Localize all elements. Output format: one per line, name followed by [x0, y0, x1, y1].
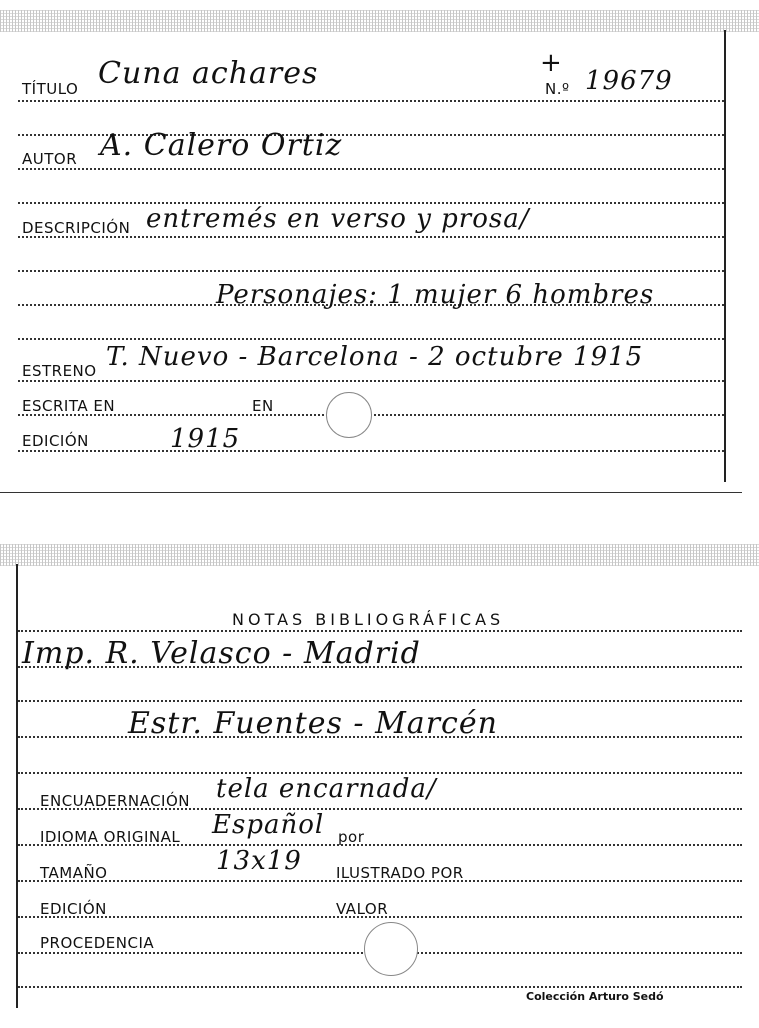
cross-mark: + [540, 48, 562, 78]
rule-line [18, 700, 742, 702]
edicion-label: EDICIÓN [40, 900, 107, 918]
rule-line [18, 338, 724, 340]
punch-hole [364, 922, 418, 976]
catalog-card-main [0, 0, 759, 492]
por-label: por [338, 828, 365, 846]
tamano-label: TAMAÑO [40, 864, 108, 882]
en-label: EN [252, 397, 274, 415]
card-top-edge [0, 544, 759, 566]
edicion-label: EDICIÓN [22, 432, 89, 450]
punch-hole [326, 392, 372, 438]
descripcion-value-2: Personajes: 1 mujer 6 hombres [216, 280, 655, 310]
rule-line [18, 450, 724, 452]
estreno-value: T. Nuevo - Barcelona - 2 octubre 1915 [106, 342, 644, 372]
rule-line [18, 380, 724, 382]
ilustrado-label: ILUSTRADO POR [336, 864, 464, 882]
procedencia-label: PROCEDENCIA [40, 934, 155, 952]
numero-value: 19679 [585, 66, 673, 96]
rule-line [18, 270, 724, 272]
encuadernacion-label: ENCUADERNACIÓN [40, 792, 191, 810]
edicion-value: 1915 [170, 424, 241, 454]
card-right-border [724, 30, 726, 482]
estreno-label: ESTRENO [22, 362, 97, 380]
tamano-value: 13x19 [216, 846, 302, 876]
descripcion-label: DESCRIPCIÓN [22, 219, 131, 237]
idioma-label: IDIOMA ORIGINAL [40, 828, 181, 846]
escrita-en-label: ESCRITA EN [22, 397, 116, 415]
idioma-value: Español [212, 810, 325, 840]
catalog-card-notes [0, 540, 759, 1028]
autor-label: AUTOR [22, 150, 78, 168]
rule-line [18, 630, 742, 632]
numero-label: N.º [545, 80, 570, 98]
titulo-label: TÍTULO [22, 80, 79, 98]
rule-line [18, 100, 724, 102]
card-separator [0, 492, 742, 493]
note-line-1: Imp. R. Velasco - Madrid [22, 636, 421, 671]
autor-value: A. Calero Ortiz [100, 128, 343, 163]
descripcion-value: entremés en verso y prosa/ [146, 204, 530, 234]
encuadernacion-value: tela encarnada/ [216, 774, 437, 804]
note-line-2: Estr. Fuentes - Marcén [128, 706, 498, 741]
card-top-edge [0, 10, 759, 32]
titulo-value: Cuna achares [98, 56, 319, 91]
rule-line [18, 986, 742, 988]
valor-label: VALOR [336, 900, 389, 918]
collection-footer: Colección Arturo Sedó [526, 990, 664, 1003]
rule-line [18, 168, 724, 170]
notes-heading: NOTAS BIBLIOGRÁFICAS [232, 610, 505, 629]
